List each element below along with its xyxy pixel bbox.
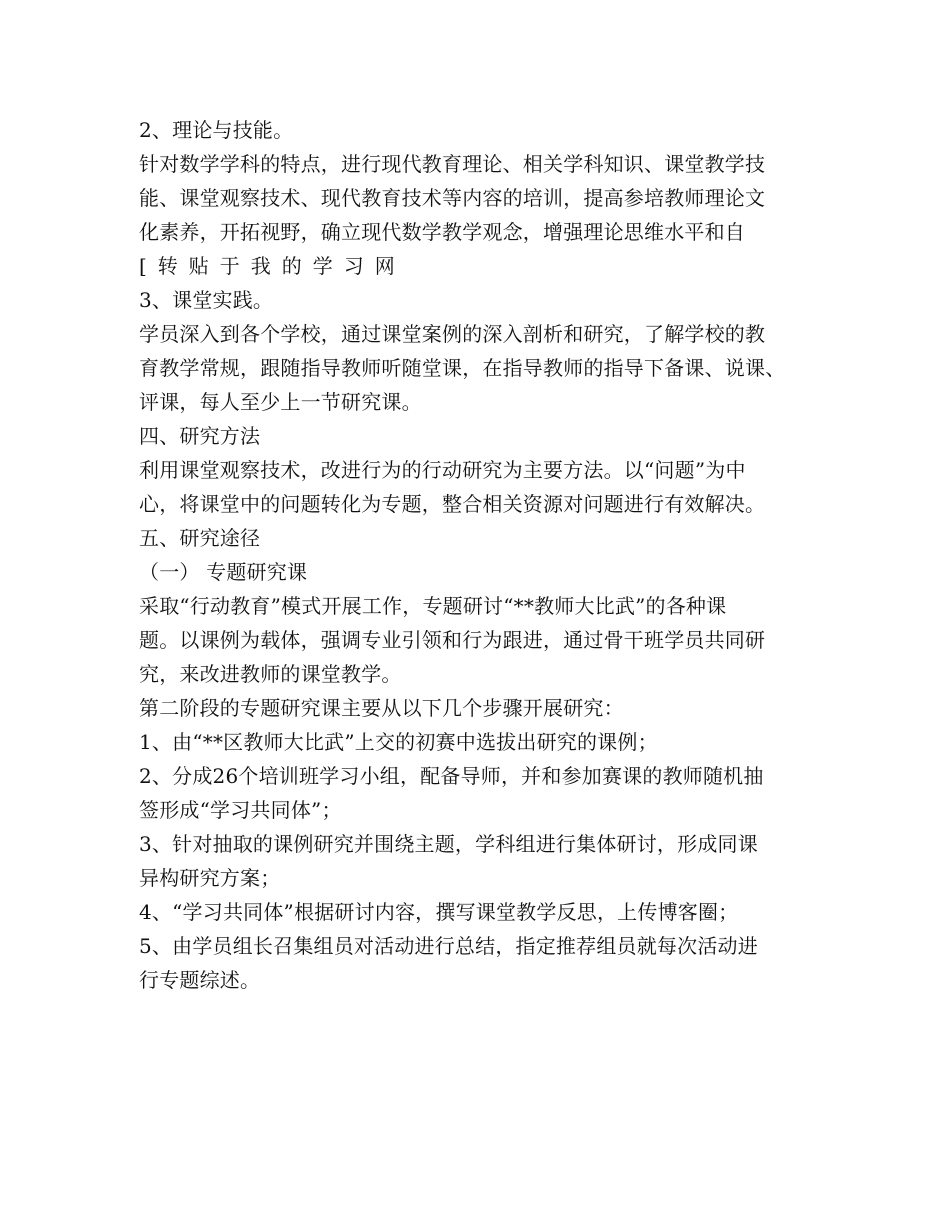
paragraph-line: 育教学常规，跟随指导教师听随堂课，在指导教师的指导下备课、说课、 <box>139 356 786 380</box>
paragraph-line: 能、课堂观察技术、现代教育技术等内容的培训，提高参培教师理论文 <box>139 186 766 210</box>
paragraph-line: 题。以课例为载体，强调专业引领和行为跟进，通过骨干班学员共同研 <box>139 628 766 652</box>
list-item: 2、分成26个培训班学习小组，配备导师，并和参加赛课的教师随机抽 <box>139 764 764 788</box>
list-item: 3、针对抽取的课例研究并围绕主题，学科组进行集体研讨，形成同课 <box>139 832 758 856</box>
paragraph-line: 学员深入到各个学校，通过课堂案例的深入剖析和研究，了解学校的教 <box>139 322 766 346</box>
document-page <box>139 113 829 997</box>
list-item: 4、“学习共同体”根据研讨内容，撰写课堂教学反思，上传博客圈； <box>139 900 739 924</box>
paragraph-line: 第二阶段的专题研究课主要从以下几个步骤开展研究： <box>139 696 624 720</box>
subsection-heading-topic-research: （一） 专题研究课 <box>139 560 308 584</box>
list-item-continuation: 签形成“学习共同体”； <box>139 798 342 822</box>
section-heading-research-approach: 五、研究途径 <box>139 526 261 550</box>
list-item-continuation: 行专题综述。 <box>139 968 261 992</box>
source-note-line: [转贴于我的学习网 <box>139 254 406 278</box>
paragraph-line: 采取“行动教育”模式开展工作，专题研讨“**教师大比武”的各种课 <box>139 594 727 618</box>
paragraph-line: 利用课堂观察技术，改进行为的行动研究为主要方法。以“问题”为中 <box>139 458 746 482</box>
paragraph-line: 评课，每人至少上一节研究课。 <box>139 390 422 414</box>
list-item: 1、由“**区教师大比武”上交的初赛中选拔出研究的课例； <box>139 730 658 754</box>
paragraph-line: 化素养，开拓视野，确立现代数学教学观念，增强理论思维水平和自 <box>139 220 745 244</box>
section-heading-research-methods: 四、研究方法 <box>139 424 261 448</box>
paragraph-line: 针对数学学科的特点，进行现代教育理论、相关学科知识、课堂教学技 <box>139 152 766 176</box>
list-item: 5、由学员组长召集组员对活动进行总结，指定推荐组员就每次活动进 <box>139 934 758 958</box>
paragraph-line: 心，将课堂中的问题转化为专题，整合相关资源对问题进行有效解决。 <box>139 492 766 516</box>
paragraph-line: 究，来改进教师的课堂教学。 <box>139 662 402 686</box>
section-heading-classroom-practice: 3、课堂实践。 <box>139 288 274 312</box>
section-heading-theory-skills: 2、理论与技能。 <box>139 118 294 142</box>
list-item-continuation: 异构研究方案； <box>139 866 281 890</box>
